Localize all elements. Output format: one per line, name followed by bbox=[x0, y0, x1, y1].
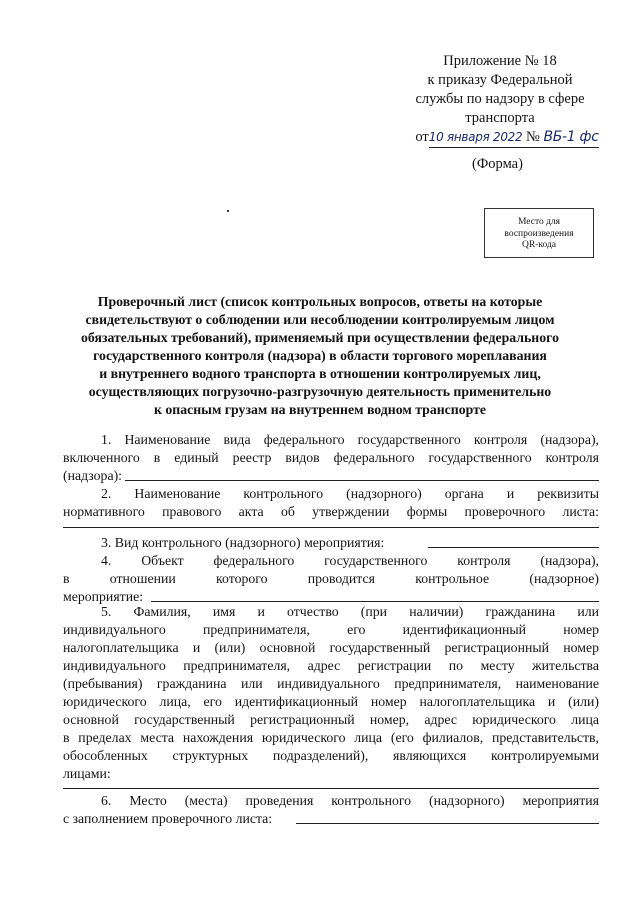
item-line: включенного в единый реестр видов федерального государственного контроля bbox=[63, 450, 599, 465]
item-line: (надзора): bbox=[63, 468, 123, 483]
qr-code-placeholder bbox=[484, 208, 594, 258]
item-line: юридического лица, его идентификационный номер налогоплательщика и (или) bbox=[63, 694, 599, 709]
item-line: 1. Наименование вида федерального государственного контроля (надзора), bbox=[101, 432, 599, 447]
item-line: 5. Фамилия, имя и отчество (при наличии) гражданина или bbox=[101, 604, 599, 619]
item-line: индивидуального предпринимателя, его идентификационный номер bbox=[63, 622, 599, 637]
appendix-line: транспорта bbox=[465, 110, 535, 126]
fill-line-4 bbox=[151, 601, 599, 602]
item-line: 2. Наименование контрольного (надзорного) органа и реквизиты bbox=[101, 486, 599, 501]
item-4 bbox=[63, 552, 599, 606]
appendix-header bbox=[380, 52, 620, 148]
order-date-handwritten: 10 января 2022 bbox=[428, 130, 523, 144]
item-3 bbox=[63, 534, 599, 552]
title-line: Проверочный лист (список контрольных вопросов, ответы на которые bbox=[97, 294, 543, 309]
item-line: мероприятие: bbox=[63, 589, 144, 604]
appendix-line: Приложение № 18 bbox=[443, 53, 557, 69]
item-line: с заполнением проверочного листа: bbox=[63, 811, 273, 826]
item-line: лицами: bbox=[63, 766, 111, 781]
title-line: и внутреннего водного транспорта в отношении контролируемых лиц, bbox=[99, 366, 541, 381]
item-line: нормативного правового акта об утверждении формы проверочного листа: bbox=[63, 504, 599, 519]
fill-line-6 bbox=[296, 823, 599, 824]
appendix-line: к приказу Федеральной bbox=[427, 72, 573, 88]
fill-line-5 bbox=[63, 788, 599, 789]
fill-line-1 bbox=[125, 480, 599, 481]
item-line: в пределах места нахождения юридического лица (его филиалов, представительств, bbox=[63, 730, 599, 745]
qr-placeholder-line: Место для bbox=[517, 217, 561, 227]
qr-placeholder-line: QR-кода bbox=[521, 240, 557, 250]
appendix-line: службы по надзору в сфере bbox=[415, 91, 585, 107]
form-label: (Форма) bbox=[472, 156, 523, 172]
order-signature-line bbox=[429, 128, 599, 148]
item-line: 6. Место (места) проведения контрольного (надзорного) мероприятия bbox=[101, 793, 599, 808]
order-prefix: от bbox=[415, 129, 429, 145]
item-line: индивидуального предпринимателя, адрес регистрации по месту жительства bbox=[63, 658, 599, 673]
title-line: осуществляющих погрузочно-разгрузочную деятельность применительно bbox=[88, 384, 552, 399]
order-number-prefix: № bbox=[525, 129, 540, 145]
item-5 bbox=[63, 603, 599, 783]
document-title bbox=[70, 293, 570, 419]
fill-line-2 bbox=[63, 527, 599, 528]
item-1 bbox=[63, 431, 599, 485]
title-line: обязательных требований), применяемый при осуществлении федерального bbox=[81, 330, 559, 345]
item-line: (пребывания) гражданина или индивидуального предпринимателя, наименование bbox=[63, 676, 599, 691]
order-number-handwritten: ВБ-1 фс bbox=[543, 129, 599, 145]
item-line: налогоплательщика и (или) основной государственный регистрационный номер bbox=[63, 640, 599, 655]
fill-line-3 bbox=[428, 547, 599, 548]
order-reference bbox=[380, 128, 620, 148]
title-line: государственного контроля (надзора) в области торгового мореплавания bbox=[93, 348, 547, 363]
item-line: 3. Вид контрольного (надзорного) мероприятия: bbox=[101, 535, 385, 550]
item-line: основной государственный регистрационный номер, адрес юридического лица bbox=[63, 712, 599, 727]
title-line: свидетельствуют о соблюдении или несоблюдении контролируемым лицом bbox=[85, 312, 555, 327]
title-line: к опасным грузам на внутреннем водном транспорте bbox=[153, 402, 487, 417]
item-line: обособленных структурных подразделений), являющихся контролируемыми bbox=[63, 748, 599, 763]
item-line: 4. Объект федерального государственного контроля (надзора), bbox=[101, 553, 599, 568]
scan-speck bbox=[227, 210, 229, 212]
item-line: в отношении которого проводится контрольное (надзорное) bbox=[63, 571, 599, 586]
qr-placeholder-line: воспроизведения bbox=[504, 228, 574, 239]
item-2 bbox=[63, 485, 599, 521]
